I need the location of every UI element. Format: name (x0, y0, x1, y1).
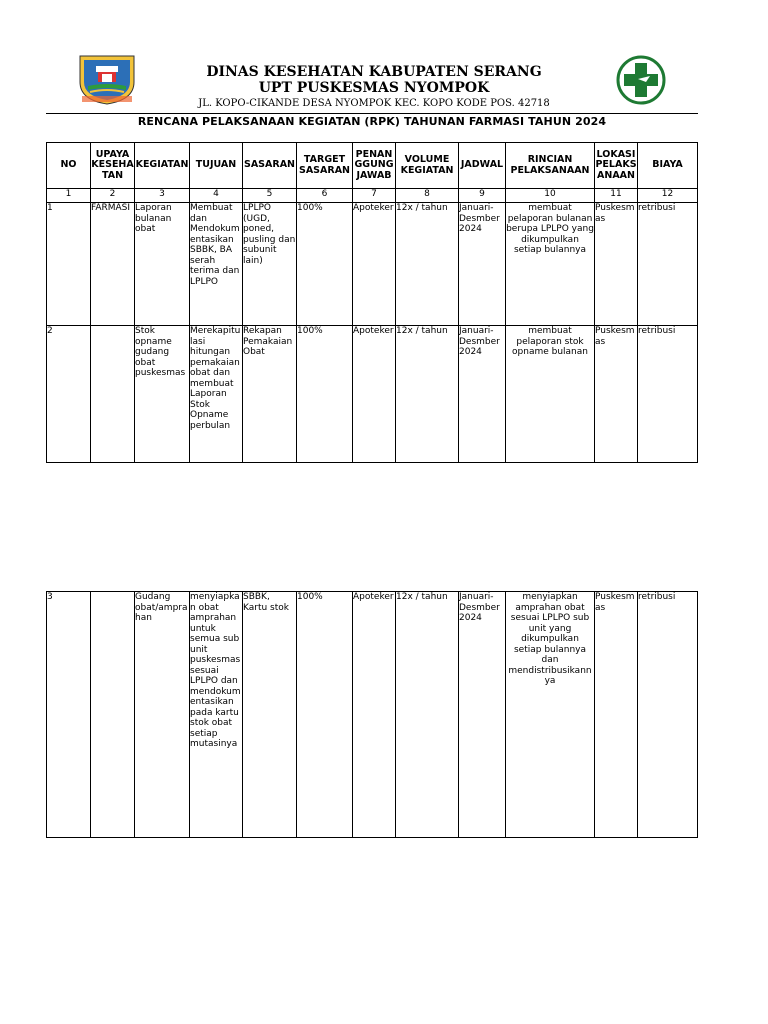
header-volume: VOLUME KEGIATAN (396, 143, 459, 189)
header-rincian: RINCIAN PELAKSANAAN (506, 143, 595, 189)
cell-target: 100% (297, 203, 353, 326)
cell-jadwal: Januari-Desmber 2024 (459, 326, 506, 463)
rpk-table-continued (46, 591, 698, 838)
col-number: 5 (243, 189, 297, 203)
col-number: 11 (595, 189, 638, 203)
col-number: 7 (353, 189, 396, 203)
cell-penanggung-jawab: Apoteker (353, 326, 396, 463)
cell-tujuan: menyiapka n obat amprahan untuk semua sub unit puskesmas sesuai LPLPO dan mendokum entasikan pada kartu stok obat setiap mutasinya (190, 592, 243, 838)
cell-biaya: retribusi (638, 326, 698, 463)
col-number: 9 (459, 189, 506, 203)
cell-target: 100% (297, 326, 353, 463)
cell-upaya (91, 326, 135, 463)
rpk-table (46, 142, 698, 463)
cell-tujuan: Membuat dan Mendokum entasikan SBBK, BA serah terima dan LPLPO (190, 203, 243, 326)
cell-sasaran: SBBK, Kartu stok (243, 592, 297, 838)
header-target: TARGET SASARAN (297, 143, 353, 189)
cell-jadwal: Januari-Desmber 2024 (459, 592, 506, 838)
cell-no: 2 (47, 326, 91, 463)
cell-rincian: menyiapkan amprahan obat sesuai LPLPO sub unit yang dikumpulkan setiap bulannya dan mendistribusikann ya (506, 592, 595, 838)
col-number: 10 (506, 189, 595, 203)
column-number-row (47, 189, 698, 203)
cell-kegiatan: Stok opname gudang obat puskesmas (135, 326, 190, 463)
cell-lokasi: Puskesm as (595, 592, 638, 838)
cell-sasaran: LPLPO (UGD, poned, pusling dan subunit lain) (243, 203, 297, 326)
col-number: 2 (91, 189, 135, 203)
cell-upaya (91, 592, 135, 838)
table-row (47, 203, 698, 326)
kabupaten-serang-emblem (76, 52, 138, 106)
header-kegiatan: KEGIATAN (135, 143, 190, 189)
document-title: RENCANA PELAKSANAAN KEGIATAN (RPK) TAHUNAN FARMASI TAHUN 2024 (137, 115, 607, 128)
cell-jadwal: Januari-Desmber 2024 (459, 203, 506, 326)
cell-rincian: membuat pelaporan bulanan berupa LPLPO yang dikumpulkan setiap bulannya (506, 203, 595, 326)
cell-biaya: retribusi (638, 592, 698, 838)
header-lokasi: LOKASI PELAKS ANAAN (595, 143, 638, 189)
cell-rincian: membuat pelaporan stok opname bulanan (506, 326, 595, 463)
header-row (47, 143, 698, 189)
header-sasaran: SASARAN (243, 143, 297, 189)
cell-no: 3 (47, 592, 91, 838)
col-number: 4 (190, 189, 243, 203)
cell-penanggung-jawab: Apoteker (353, 592, 396, 838)
table-row (47, 592, 698, 838)
cell-upaya: FARMASI (91, 203, 135, 326)
letterhead-divider (46, 113, 698, 114)
header-no: NO (47, 143, 91, 189)
cell-penanggung-jawab: Apoteker (353, 203, 396, 326)
cell-no: 1 (47, 203, 91, 326)
header-jadwal: JADWAL (459, 143, 506, 189)
cell-volume: 12x / tahun (396, 592, 459, 838)
agency-name: DINAS KESEHATAN KABUPATEN SERANG (206, 64, 542, 80)
col-number: 6 (297, 189, 353, 203)
cell-sasaran: Rekapan Pemakaian Obat (243, 326, 297, 463)
col-number: 12 (638, 189, 698, 203)
cell-lokasi: Puskesm as (595, 203, 638, 326)
cell-biaya: retribusi (638, 203, 698, 326)
header-tujuan: TUJUAN (190, 143, 243, 189)
col-number: 3 (135, 189, 190, 203)
table-row (47, 326, 698, 463)
cell-volume: 12x / tahun (396, 326, 459, 463)
address: JL. KOPO-CIKANDE DESA NYOMPOK KEC. KOPO KODE POS. 42718 (198, 98, 550, 109)
cell-kegiatan: Gudang obat/ampra han (135, 592, 190, 838)
header-upaya: UPAYA KESEHA TAN (91, 143, 135, 189)
puskesmas-logo (610, 54, 672, 106)
unit-name: UPT PUSKESMAS NYOMPOK (258, 80, 490, 96)
header-penanggung-jawab: PENAN GGUNG JAWAB (353, 143, 396, 189)
header-biaya: BIAYA (638, 143, 698, 189)
cell-kegiatan: Laporan bulanan obat (135, 203, 190, 326)
cell-tujuan: Merekapitu lasi hitungan pemakaian obat dan membuat Laporan Stok Opname perbulan (190, 326, 243, 463)
cell-volume: 12x / tahun (396, 203, 459, 326)
cell-lokasi: Puskesm as (595, 326, 638, 463)
col-number: 1 (47, 189, 91, 203)
col-number: 8 (396, 189, 459, 203)
cell-target: 100% (297, 592, 353, 838)
